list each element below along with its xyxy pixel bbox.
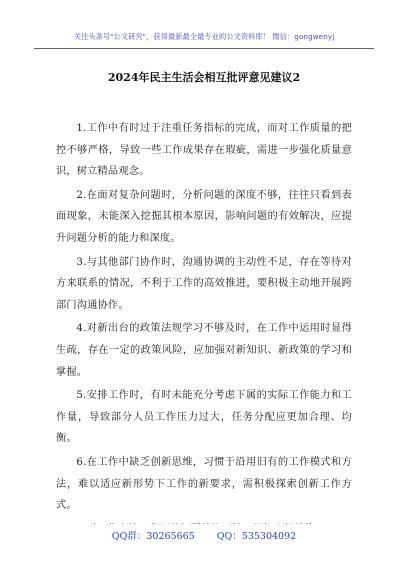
- footer-qq: QQ：535304092: [216, 531, 297, 542]
- paragraph-7: [56, 519, 352, 524]
- footer-qq-group: QQ群：30265665: [111, 531, 195, 542]
- document-body: [56, 118, 352, 524]
- paragraph-1: 1.工作中有时过于注重任务指标的完成，而对工作质量的把控不够严格，导致一些工作成果存在瑕疵，需进一步强化质量意识，树立精品观念。: [56, 123, 352, 178]
- paragraph-5: 5.安排工作时，有时未能充分考虑下属的实际工作能力和工作量，导致部分人员工作压力过大，任务分配应更加合理、均衡。: [56, 390, 352, 445]
- header-divider: [34, 48, 374, 49]
- paragraph-3: 3.与其他部门协作时，沟通协调的主动性不足，存在等待对方来联系的情况，不利于工作的高效推进，要积极主动地开展跨部门沟通协作。: [56, 256, 352, 311]
- paragraph-4: 4.对新出台的政策法规学习不够及时，在工作中运用时显得生疏，存在一定的政策风险，应加强对新知识、新政策的学习和掌握。: [56, 323, 352, 378]
- footer-contact: [34, 530, 374, 544]
- paragraph-2: 2.在面对复杂问题时，分析问题的深度不够，往往只看到表面现象，未能深入挖掘其根本原因，影响问题的有效解决，应提升问题分析的能力和深度。: [56, 189, 352, 244]
- paragraph-6: 6.在工作中缺乏创新思维，习惯于沿用旧有的工作模式和方法，难以适应新形势下工作的新要求，需积极探索创新工作方式。: [56, 456, 352, 512]
- promo-banner: 关注头条号"公文研究"，获得最新最全最专业的公文资料库！ 微信：gongwenyj: [73, 32, 335, 41]
- document-title: 2024年民主生活会相互批评意见建议2: [107, 71, 301, 84]
